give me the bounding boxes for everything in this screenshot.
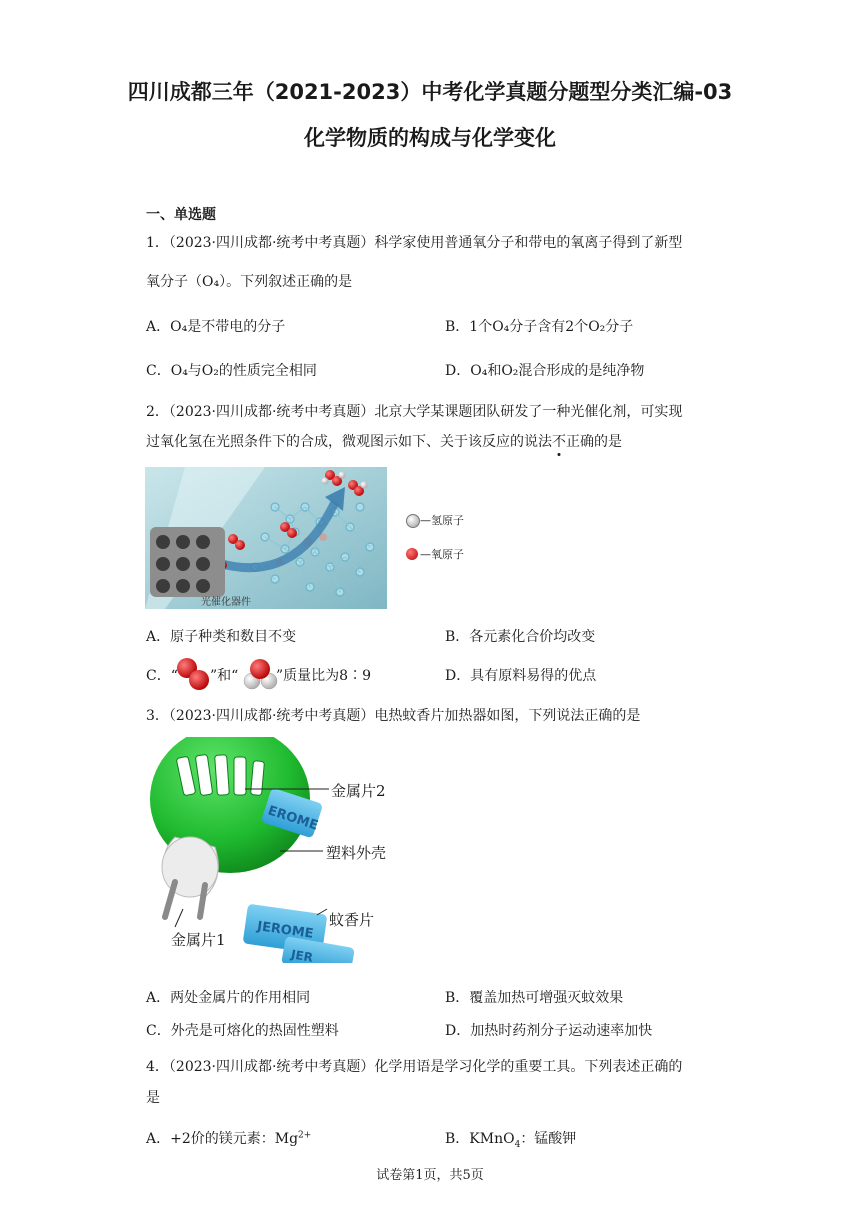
label-metal-sheet-1: 金属片1 (171, 931, 226, 949)
q4-option-b-name: ：锰酸钾 (520, 1131, 577, 1147)
q4-stem-line2: 是 (146, 1090, 160, 1106)
q3-stem-line1: 3．（2023·四川成都·统考中考真题）电热蚊香片加热器如图，下列说法正确的是 (146, 708, 641, 724)
q4-stem-line1: 4．（2023·四川成都·统考中考真题）化学用语是学习化学的重要工具。下列表述正确的 (146, 1059, 683, 1075)
q4-option-a-charge: 2+ (298, 1130, 312, 1141)
section-heading: 一、单选题 (146, 207, 216, 223)
q3-option-d: D．加热时药剂分子运动速率加快 (445, 1023, 653, 1039)
q4-option-a (146, 1128, 311, 1148)
q3-option-a: A．两处金属片的作用相同 (146, 990, 311, 1006)
q4-option-a-text: A．+2价的镁元素：Mg (146, 1131, 299, 1147)
q2-stem-text-end: 正确的是 (566, 434, 622, 450)
q1-stem-line2: 氧分子（O₄）。下列叙述正确的是 (146, 274, 353, 290)
q1-option-c: C．O₄与O₂的性质完全相同 (146, 363, 317, 379)
q2-stem-line2 (146, 431, 622, 451)
q2-stem-line1: 2．（2023·四川成都·统考中考真题）北京大学某课题团队研发了一种光催化剂，可实现 (146, 404, 683, 420)
q4-option-b-formula: B．KMnO (445, 1131, 515, 1147)
q4-option-b (445, 1128, 576, 1150)
label-plastic-shell: 塑料外壳 (326, 844, 387, 862)
hydrogen-peroxide-molecule-icon (242, 657, 278, 691)
q2-option-c-ratio: ”质量比为8∶9 (276, 668, 371, 684)
q2-option-a: A．原子种类和数目不变 (146, 629, 297, 645)
q1-option-b: B．1个O₄分子含有2个O₂分子 (445, 319, 634, 335)
q3-heater-figure (145, 737, 405, 963)
legend-oxygen: —氧原子 (420, 548, 464, 561)
photocatalyst-diagram (145, 467, 387, 609)
q1-stem-line1: 1．（2023·四川成都·统考中考真题）科学家使用普通氧分子和带电的氧离子得到了新型 (146, 235, 683, 251)
oxygen-molecule-icon (176, 657, 212, 691)
label-mosquito-tablet: 蚊香片 (329, 911, 375, 929)
figure-caption: 光催化器件 (201, 597, 251, 608)
q1-option-a: A．O₄是不带电的分子 (146, 319, 286, 335)
q2-stem-text: 过氧化氢在光照条件下的合成，微观图示如下、关于该反应的说法 (146, 434, 552, 450)
doc-title-line1: 四川成都三年（2021-2023）中考化学真题分题型分类汇编-03 (127, 80, 733, 104)
q3-option-b: B．覆盖加热可增强灭蚊效果 (445, 990, 624, 1006)
oxygen-atom-icon (406, 548, 418, 560)
label-metal-sheet-2: 金属片2 (331, 782, 386, 800)
tablet-text-top: EROME (265, 803, 320, 834)
doc-title-line2: 化学物质的构成与化学变化 (304, 126, 556, 150)
q2-option-b: B．各元素化合价均改变 (445, 629, 596, 645)
page-footer: 试卷第1页，共5页 (376, 1168, 484, 1183)
q3-option-c: C．外壳是可熔化的热固性塑料 (146, 1023, 339, 1039)
q2-option-c-and: ”和“ (210, 668, 239, 684)
q2-emphasis-not: 不 (552, 434, 566, 450)
tablet-text-bottom: JEROME (256, 919, 315, 942)
q2-option-c: C．“ (146, 668, 178, 684)
q2-photocatalyst-figure (145, 467, 387, 609)
q2-option-d: D．具有原料易得的优点 (445, 668, 597, 684)
tablet-text-partial: JER (289, 947, 314, 965)
q1-option-d: D．O₄和O₂混合形成的是纯净物 (445, 363, 645, 379)
q4-option-b-subscript: 4 (514, 1139, 521, 1150)
legend-hydrogen: —氢原子 (420, 514, 464, 527)
hydrogen-atom-icon (406, 514, 420, 528)
